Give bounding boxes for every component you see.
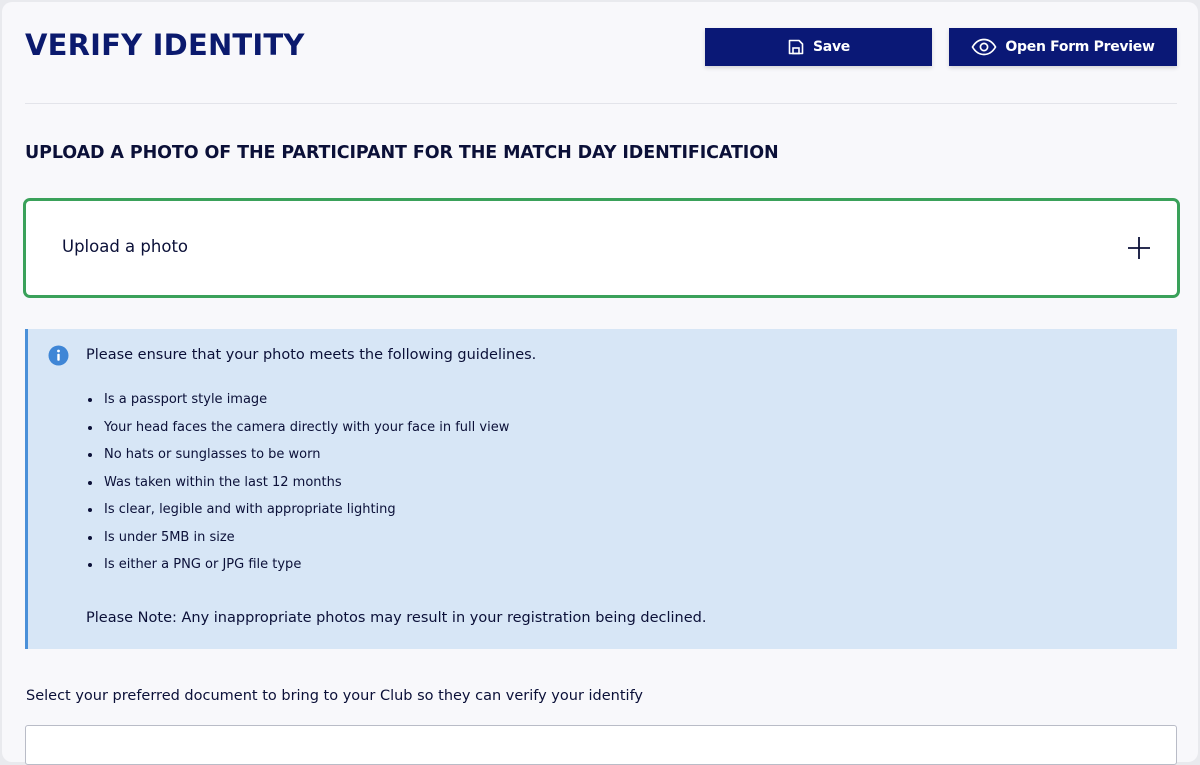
upload-photo-label: Upload a photo (62, 237, 189, 256)
plus-icon[interactable] (1127, 236, 1151, 264)
open-form-preview-button[interactable] (949, 28, 1177, 66)
save-button[interactable] (705, 28, 932, 66)
upload-photo-dropzone[interactable] (23, 198, 1180, 298)
open-form-preview-label: Open Form Preview (1005, 39, 1155, 55)
guidelines-note: Please Note: Any inappropriate photos may result in your registration being declined. (86, 610, 707, 626)
save-button-label: Save (813, 39, 850, 55)
list-item: Your head faces the camera directly with your face in full view (84, 419, 509, 447)
list-item: No hats or sunglasses to be worn (84, 446, 509, 474)
info-icon (48, 345, 69, 370)
list-item: Is clear, legible and with appropriate lighting (84, 501, 509, 529)
page-title: VERIFY IDENTITY (25, 28, 305, 62)
guidelines-heading: Please ensure that your photo meets the following guidelines. (86, 347, 537, 363)
list-item: Was taken within the last 12 months (84, 474, 509, 502)
document-select[interactable] (25, 725, 1177, 765)
list-item: Is either a PNG or JPG file type (84, 556, 509, 584)
list-item: Is a passport style image (84, 391, 509, 419)
document-select-label: Select your preferred document to bring to your Club so they can verify your identify (26, 688, 644, 704)
eye-icon (971, 38, 997, 56)
save-icon (787, 38, 805, 56)
photo-guidelines-info (25, 329, 1177, 649)
section-title: UPLOAD A PHOTO OF THE PARTICIPANT FOR THE MATCH DAY IDENTIFICATION (25, 143, 779, 163)
header-divider (25, 103, 1177, 104)
form-card (2, 2, 1198, 762)
guidelines-list (84, 391, 509, 584)
page-header (2, 2, 1198, 106)
list-item: Is under 5MB in size (84, 529, 509, 557)
